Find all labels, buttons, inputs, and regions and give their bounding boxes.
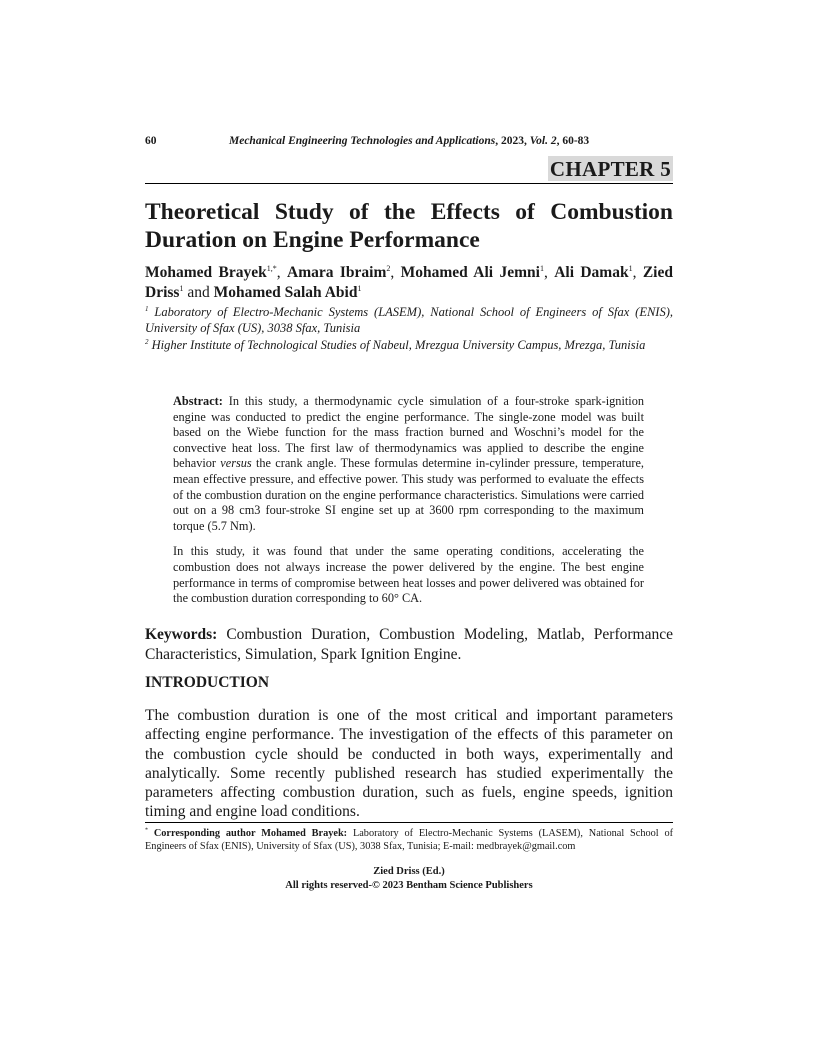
publisher-block — [145, 865, 673, 892]
page-number: 60 — [145, 135, 157, 147]
footnote-mark: * — [145, 827, 148, 834]
author-separator: , — [632, 264, 643, 281]
chapter-label: CHAPTER 5 — [549, 157, 671, 181]
author-separator: , — [276, 264, 287, 281]
author-affil-mark: 1,* — [266, 263, 277, 273]
author-name: Ali Damak — [554, 264, 629, 281]
introduction-paragraph: The combustion duration is one of the most critical and important parameters affecting engine performance. The investigation of the effects of this parameter on the combustion cycle should be conducted in both ways, experimentally and analytically. Some recently published research has studied experimentally the parameters affecting combustion duration, such as fuels, engine speeds, ignition timing and engine load conditions. — [145, 707, 673, 821]
rights-line: All rights reserved-© 2023 Bentham Science Publishers — [285, 879, 533, 891]
keywords-text: Combustion Duration, Combustion Modeling, Matlab, Performance Characteristics, Simulation, Spark Ignition Engine. — [145, 626, 673, 663]
author-name: Mohamed Ali Jemni — [400, 264, 540, 281]
affiliation-text: Higher Institute of Technological Studies of Nabeul, Mrezgua University Campus, Mrezga, Tunisia — [151, 338, 646, 352]
affiliation-mark: 2 — [145, 337, 149, 346]
author-affil-mark: 1 — [539, 263, 544, 273]
author-name: Mohamed Salah Abid — [213, 284, 358, 301]
footnote-rule — [145, 822, 673, 823]
abstract-text: In this study, a thermodynamic cycle simulation of a four-stroke spark-ignition engine was conducted to predict the engine performance. The single-zone model was built based on the Wiebe function for the mass fraction burned and Woschni’s model for the convective heat loss. The first law of thermodynamics was applied to describe the engine behavior — [173, 394, 645, 471]
author-affil-mark: 1 — [179, 283, 184, 293]
abstract-label: Abstract: — [173, 394, 223, 408]
chapter-bar — [145, 156, 673, 184]
keywords — [145, 625, 673, 664]
author-separator: and — [183, 284, 214, 301]
abstract-paragraph: In this study, it was found that under the same operating conditions, accelerating the combustion does not always increase the power delivered by the engine. The best engine performance in terms of compromise between heat losses and power delivered was obtained for the combustion duration corresponding to 60° CA. — [173, 544, 644, 606]
affiliation-text: Laboratory of Electro-Mechanic Systems (LASEM), National School of Engineers of Sfax (ENIS), University of Sfax (US), 3038 Sfax, Tunisia — [145, 305, 673, 335]
author-affil-mark: 1 — [628, 263, 633, 273]
author-separator: , — [390, 264, 401, 281]
journal-volume: Vol. 2 — [529, 135, 557, 147]
author-name: Amara Ibraim — [287, 264, 387, 281]
author-separator: , — [543, 264, 555, 281]
author-name: Zied Driss — [145, 264, 673, 301]
paper-title: Theoretical Study of the Effects of Combustion Duration on Engine Performance — [145, 199, 673, 253]
author-list — [145, 263, 673, 303]
abstract — [173, 394, 644, 617]
journal-citation — [229, 135, 589, 147]
abstract-paragraph — [173, 394, 644, 534]
footnote-text: Laboratory of Electro-Mechanic Systems (LASEM), National School of Engineers of Sfax (ENIS), University of Sfax (US), 3038 Sfax, Tunisia; E-mail: medbrayek@gmail.com — [145, 828, 674, 852]
journal-pages: , 60-83 — [556, 135, 590, 147]
abstract-text: the crank angle. These formulas determine in-cylinder pressure, temperature, mean effective pressure, and effective power. This study was performed to evaluate the effects of the combustion duration on the engine performance characteristics. Simulations were carried out on a 98 cm3 four-stroke SI engine set up at 3600 rpm corresponding to the maximum torque (5.7 Nm). — [173, 456, 644, 533]
affiliation-mark: 1 — [145, 304, 149, 313]
author-name: Mohamed Brayek — [145, 264, 267, 281]
author-affil-mark: 1 — [357, 283, 362, 293]
journal-year: , 2023, — [495, 135, 530, 147]
author-affil-mark: 2 — [386, 263, 391, 273]
editor-line: Zied Driss (Ed.) — [373, 866, 445, 877]
section-heading: INTRODUCTION — [145, 674, 270, 691]
journal-name: Mechanical Engineering Technologies and Applications — [229, 135, 496, 147]
footnote — [145, 827, 673, 853]
footnote-label: Corresponding author Mohamed Brayek: — [153, 828, 348, 839]
affiliation — [145, 304, 673, 336]
affiliation — [145, 337, 673, 353]
keywords-label: Keywords: — [145, 626, 218, 643]
abstract-italic: versus — [220, 456, 252, 471]
